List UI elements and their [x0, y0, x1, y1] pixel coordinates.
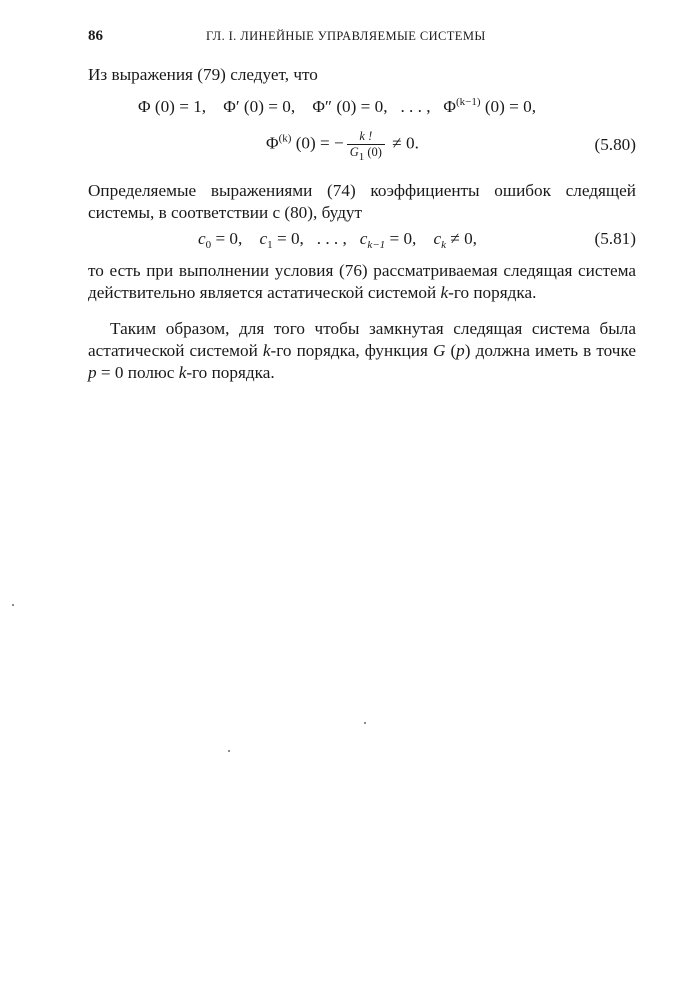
- intro-line: Из выражения (79) следует, что: [88, 65, 318, 84]
- page-header: [88, 28, 636, 48]
- eq3-c0-post: = 0,: [211, 229, 243, 248]
- page-number: 86: [88, 28, 103, 44]
- scan-speck: [364, 722, 366, 724]
- p4-k2: k: [178, 363, 187, 382]
- eq3-ck1-post: = 0,: [385, 229, 417, 248]
- eq3-dots: . . . ,: [316, 229, 347, 248]
- eq2-post: (0) = −: [291, 133, 344, 153]
- eq2-frac-den-base: G: [349, 145, 359, 159]
- eq3-c1: c: [259, 229, 268, 248]
- eq2-tail: ≠ 0.: [387, 133, 419, 153]
- eq3-ck-sub: k: [441, 239, 447, 251]
- equation-number-580: (5.80): [594, 135, 636, 154]
- p4-t4: ) должна иметь в точке: [464, 341, 636, 360]
- eq2-base: Φ: [266, 133, 279, 153]
- p4-p2: p: [88, 363, 97, 382]
- eq1-term-c: Φ″ (0) = 0,: [312, 97, 388, 116]
- p4-t5: = 0 полюс: [96, 363, 179, 382]
- p4-p1: p: [456, 341, 465, 360]
- eq1-term-d-sup: (k−1): [456, 96, 481, 108]
- eq2-sup: (k): [278, 132, 292, 145]
- equation-phi-k: [266, 129, 419, 163]
- eq2-frac-den-post: (0): [364, 145, 382, 159]
- p3-k: k: [440, 283, 449, 302]
- paragraph-astatic-conclusion: [88, 260, 636, 304]
- p4-t1: Таким образом, для того чтобы замкнутая следящая система была астатической системой: [88, 319, 636, 360]
- eq3-ck: c: [433, 229, 442, 248]
- eq1-term-d-base: Φ: [443, 97, 456, 116]
- equation-coefficients: [198, 228, 477, 250]
- p4-t6: -го порядка.: [186, 363, 275, 382]
- eq3-c1-post: = 0,: [272, 229, 304, 248]
- eq3-c1-sub: 1: [267, 239, 273, 251]
- eq3-ck1-sub: k−1: [367, 239, 386, 251]
- eq1-term-b: Φ′ (0) = 0,: [223, 97, 296, 116]
- eq2-fraction: [347, 129, 385, 163]
- eq3-c0: c: [198, 229, 206, 248]
- p4-G: G: [432, 341, 446, 360]
- running-head: ГЛ. I. ЛИНЕЙНЫЕ УПРАВЛЯЕМЫЕ СИСТЕМЫ: [206, 29, 486, 43]
- eq1-term-a: Φ (0) = 1,: [138, 97, 207, 116]
- p3-text-post: -го порядка.: [448, 283, 537, 302]
- eq2-frac-den-sub: 1: [358, 151, 365, 163]
- eq1-term-d-post: (0) = 0,: [480, 97, 537, 116]
- equation-phi-derivatives: [138, 96, 536, 118]
- scan-speck: [228, 750, 230, 752]
- eq2-frac-num: k !: [359, 129, 373, 143]
- scan-speck: [12, 604, 14, 606]
- p4-t2: -го порядка, функция: [270, 341, 433, 360]
- eq3-c0-sub: 0: [205, 239, 212, 251]
- eq1-dots: . . . ,: [400, 97, 431, 116]
- p4-t3: (: [445, 341, 457, 360]
- paragraph-summary: [88, 318, 636, 384]
- equation-number-581: (5.81): [594, 229, 636, 248]
- p4-k1: k: [262, 341, 271, 360]
- p3-text-pre: то есть при выполнении условия (76) рассматриваемая следящая система действительно является астатической системой: [88, 261, 636, 302]
- paragraph-error-coefficients: Определяемые выражениями (74) коэффициенты ошибок следящей системы, в соответствии с (80), будут: [88, 181, 636, 222]
- eq3-ck1: c: [359, 229, 368, 248]
- eq3-ck-post: ≠ 0,: [446, 229, 477, 248]
